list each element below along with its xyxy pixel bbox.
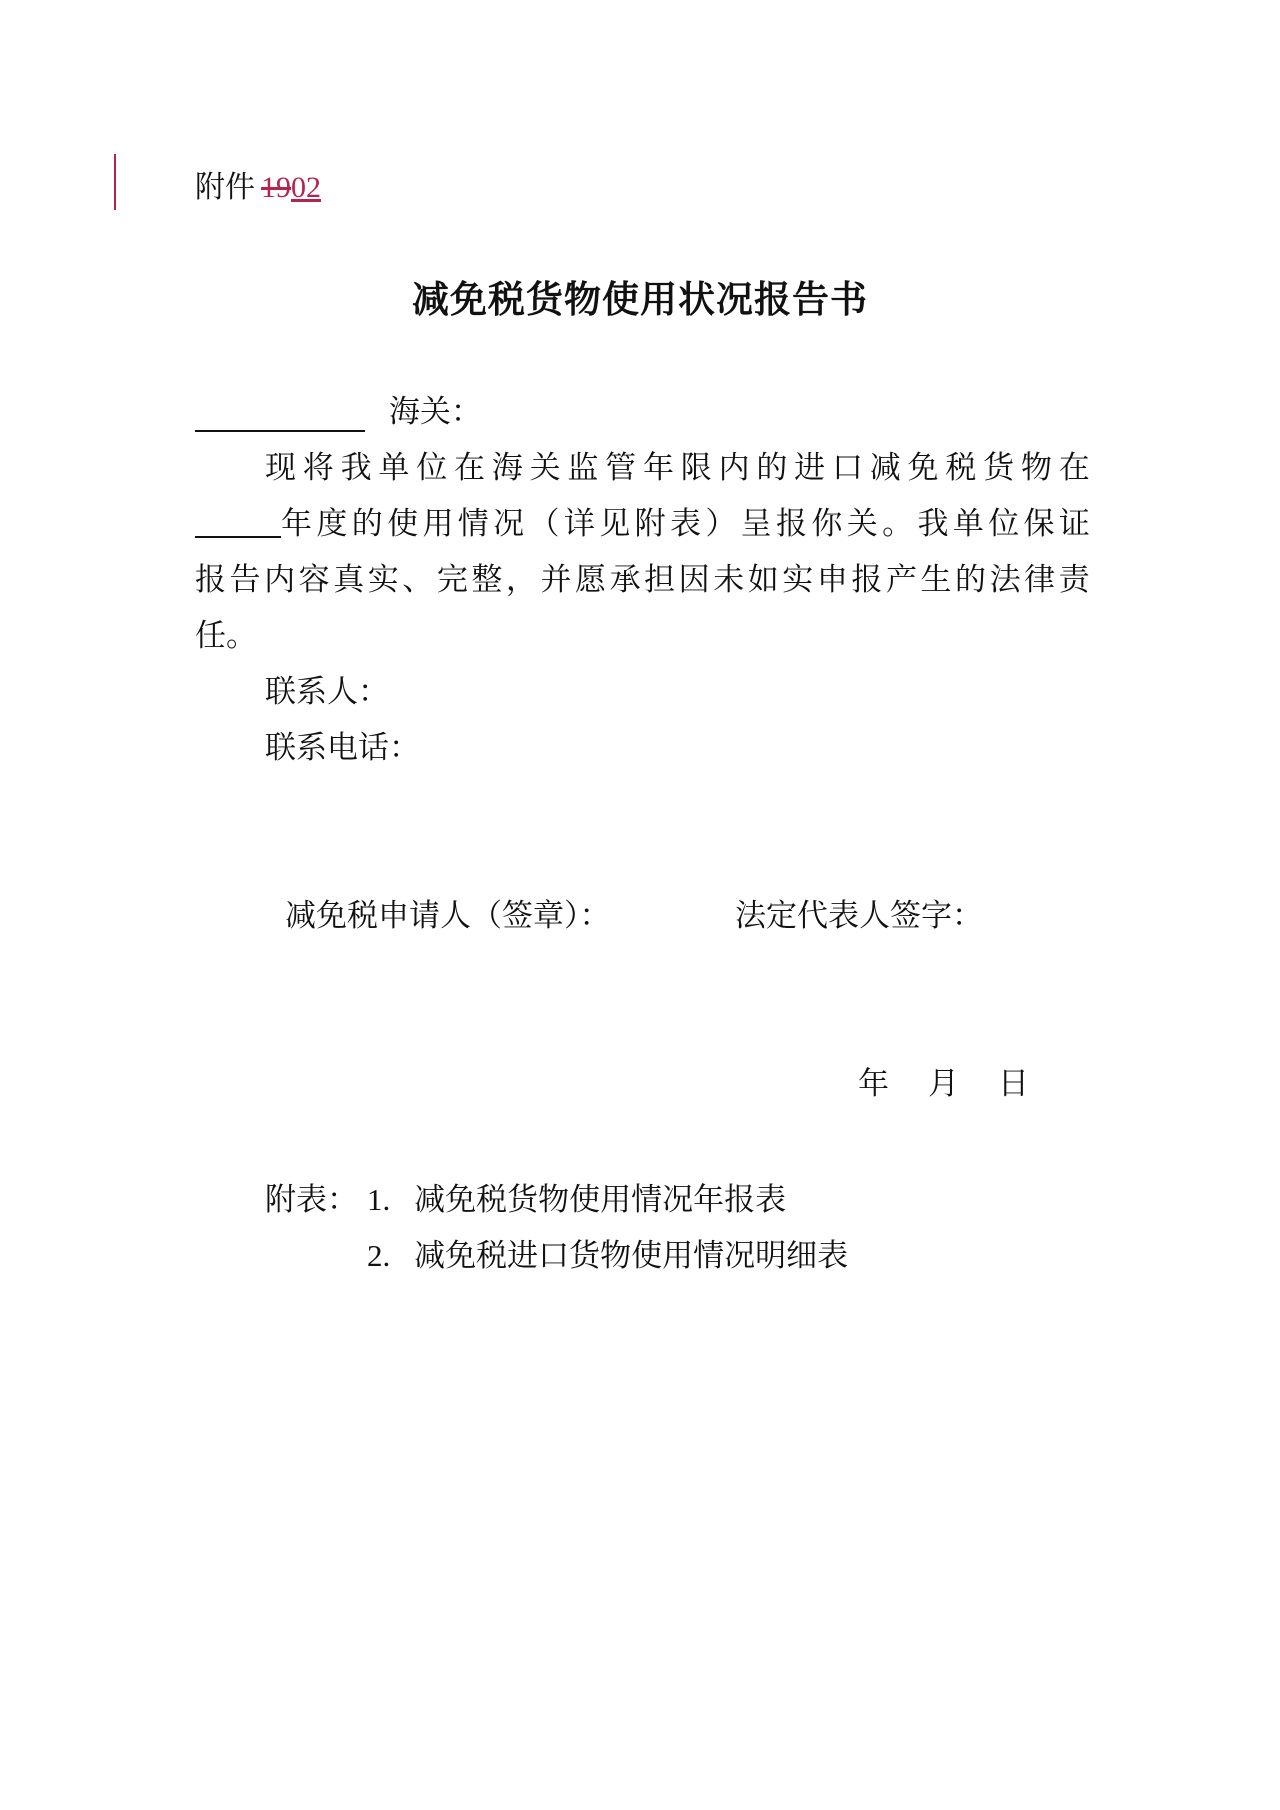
contact-person-label: 联系人： [265,674,389,710]
appendix-item-2-text: 减免税进口货物使用情况明细表 [414,1238,849,1274]
contact-phone-label: 联系电话： [265,730,420,766]
applicant-seal-label: 减免税申请人（签章）： [285,898,611,934]
legal-rep-sign-label: 法定代表人签字： [735,898,983,934]
revision-change-bar [114,154,116,210]
attachment-label: 附件 [195,170,255,205]
appendix-label: 附表： [265,1182,358,1218]
appendix-item-1 [367,1180,786,1220]
date-day: 日 [998,1066,1029,1102]
appendix-item-2 [367,1236,848,1276]
date-month: 月 [928,1066,959,1102]
attachment-number-deleted: 19 [261,171,291,204]
appendix-item-1-text: 减免税货物使用情况年报表 [414,1182,787,1218]
attachment-number [195,168,321,208]
para-line-2 [195,504,1090,544]
year-blank [195,504,281,538]
para-line-3 [195,560,1090,600]
attachment-number-inserted: 02 [291,171,321,204]
para-line-1 [265,448,1090,488]
date-year: 年 [858,1066,889,1102]
para-line-3-text: 报 告 内 容 真 实 、 完 整 ， 并 愿 承 担 因 未 如 实 申 报 产 生 的 法 律 责 [195,562,1090,598]
para-line-1-text: 现 将 我 单 位 在 海 关 监 管 年 限 内 的 进 口 减 免 税 货 物 在 [265,450,1090,486]
para-line-4: 任。 [195,618,257,654]
appendix-item-2-num: 2. [367,1238,391,1273]
para-line-2-text: 年 度 的 使 用 情 况 （ 详 见 附 表 ） 呈 报 你 关 。 我 单 位 保 证 [281,506,1090,542]
customs-name-blank [195,398,365,432]
appendix-item-1-num: 1. [367,1182,391,1217]
addressee-suffix: 海关： [388,394,482,430]
addressee-line [195,392,482,432]
document-title: 减免税货物使用状况报告书 [412,278,868,321]
